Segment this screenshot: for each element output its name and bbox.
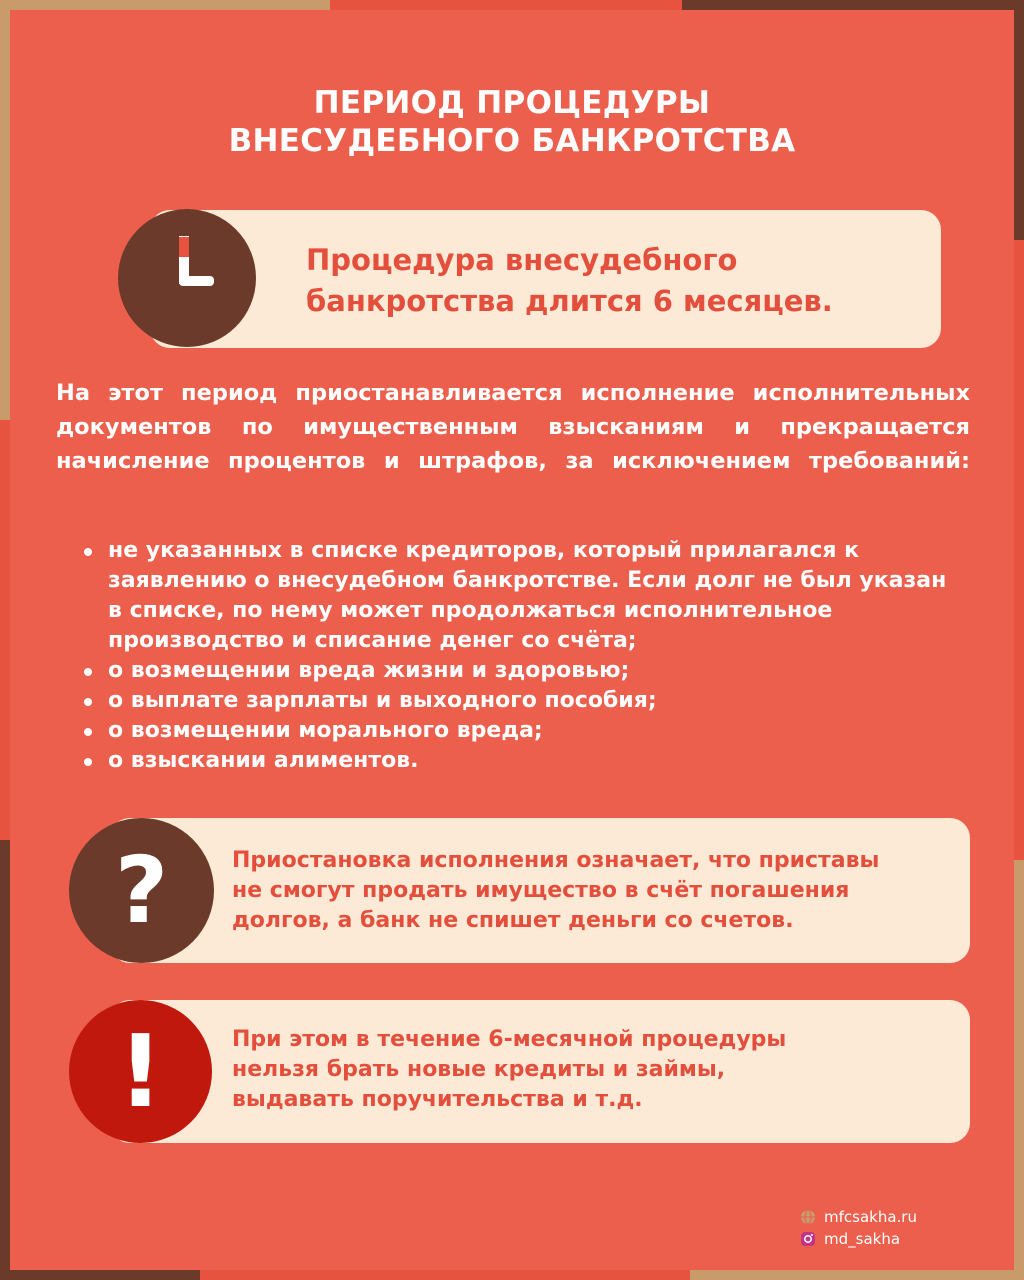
clock-hands-icon <box>118 209 256 347</box>
list-item: о возмещении морального вреда; <box>84 716 964 746</box>
globe-icon <box>800 1209 816 1225</box>
restriction-card-text: При этом в течение 6-месячной процедуры нельзя брать новые кредиты и займы, выдавать поручительства и т.д. <box>232 1027 787 1112</box>
title-line-1: ПЕРИОД ПРОЦЕДУРЫ <box>313 85 711 121</box>
exclamation-icon: ! <box>69 1000 212 1143</box>
frame-top-left <box>0 0 330 10</box>
frame-bottom-left <box>0 1270 200 1280</box>
duration-card-text: Процедура внесудебного банкротства длится 6 месяцев. <box>306 243 833 318</box>
page-title <box>0 84 1024 160</box>
list-item: не указанных в списке кредиторов, который прилагался к заявлению о внесудебном банкротстве. Если долг не был указан в списке, по нему может продолжаться исполнительное производство и списание денег со счёта; <box>84 536 964 656</box>
frame-right-bottom <box>1014 860 1024 1280</box>
clock-icon <box>118 209 256 347</box>
intro-paragraph: На этот период приостанавливается исполнение исполнительных документов по имущественным взысканиям и прекращается начисление процентов и штрафов, за исключением требований: <box>56 380 970 474</box>
exceptions-list <box>84 536 964 776</box>
title-line-2: ВНЕСУДЕБНОГО БАНКРОТСТВА <box>228 123 796 159</box>
frame-left-top <box>0 0 10 420</box>
frame-left-bottom <box>0 840 10 1280</box>
website-link[interactable]: mfcsakha.ru <box>800 1206 917 1228</box>
instagram-link[interactable]: md_sakha <box>800 1228 917 1250</box>
footer <box>800 1206 917 1250</box>
instagram-icon <box>800 1231 816 1247</box>
suspension-card-text: Приостановка исполнения означает, что приставы не смогут продать имущество в счёт погашения долгов, а банк не спишет деньги со счетов. <box>232 848 880 933</box>
frame-bottom-right <box>690 1270 1024 1280</box>
list-item: о взыскании алиментов. <box>84 746 964 776</box>
list-item: о возмещении вреда жизни и здоровью; <box>84 656 964 686</box>
list-item: о выплате зарплаты и выходного пособия; <box>84 686 964 716</box>
question-icon: ? <box>69 818 214 963</box>
frame-top-right <box>682 0 1024 10</box>
